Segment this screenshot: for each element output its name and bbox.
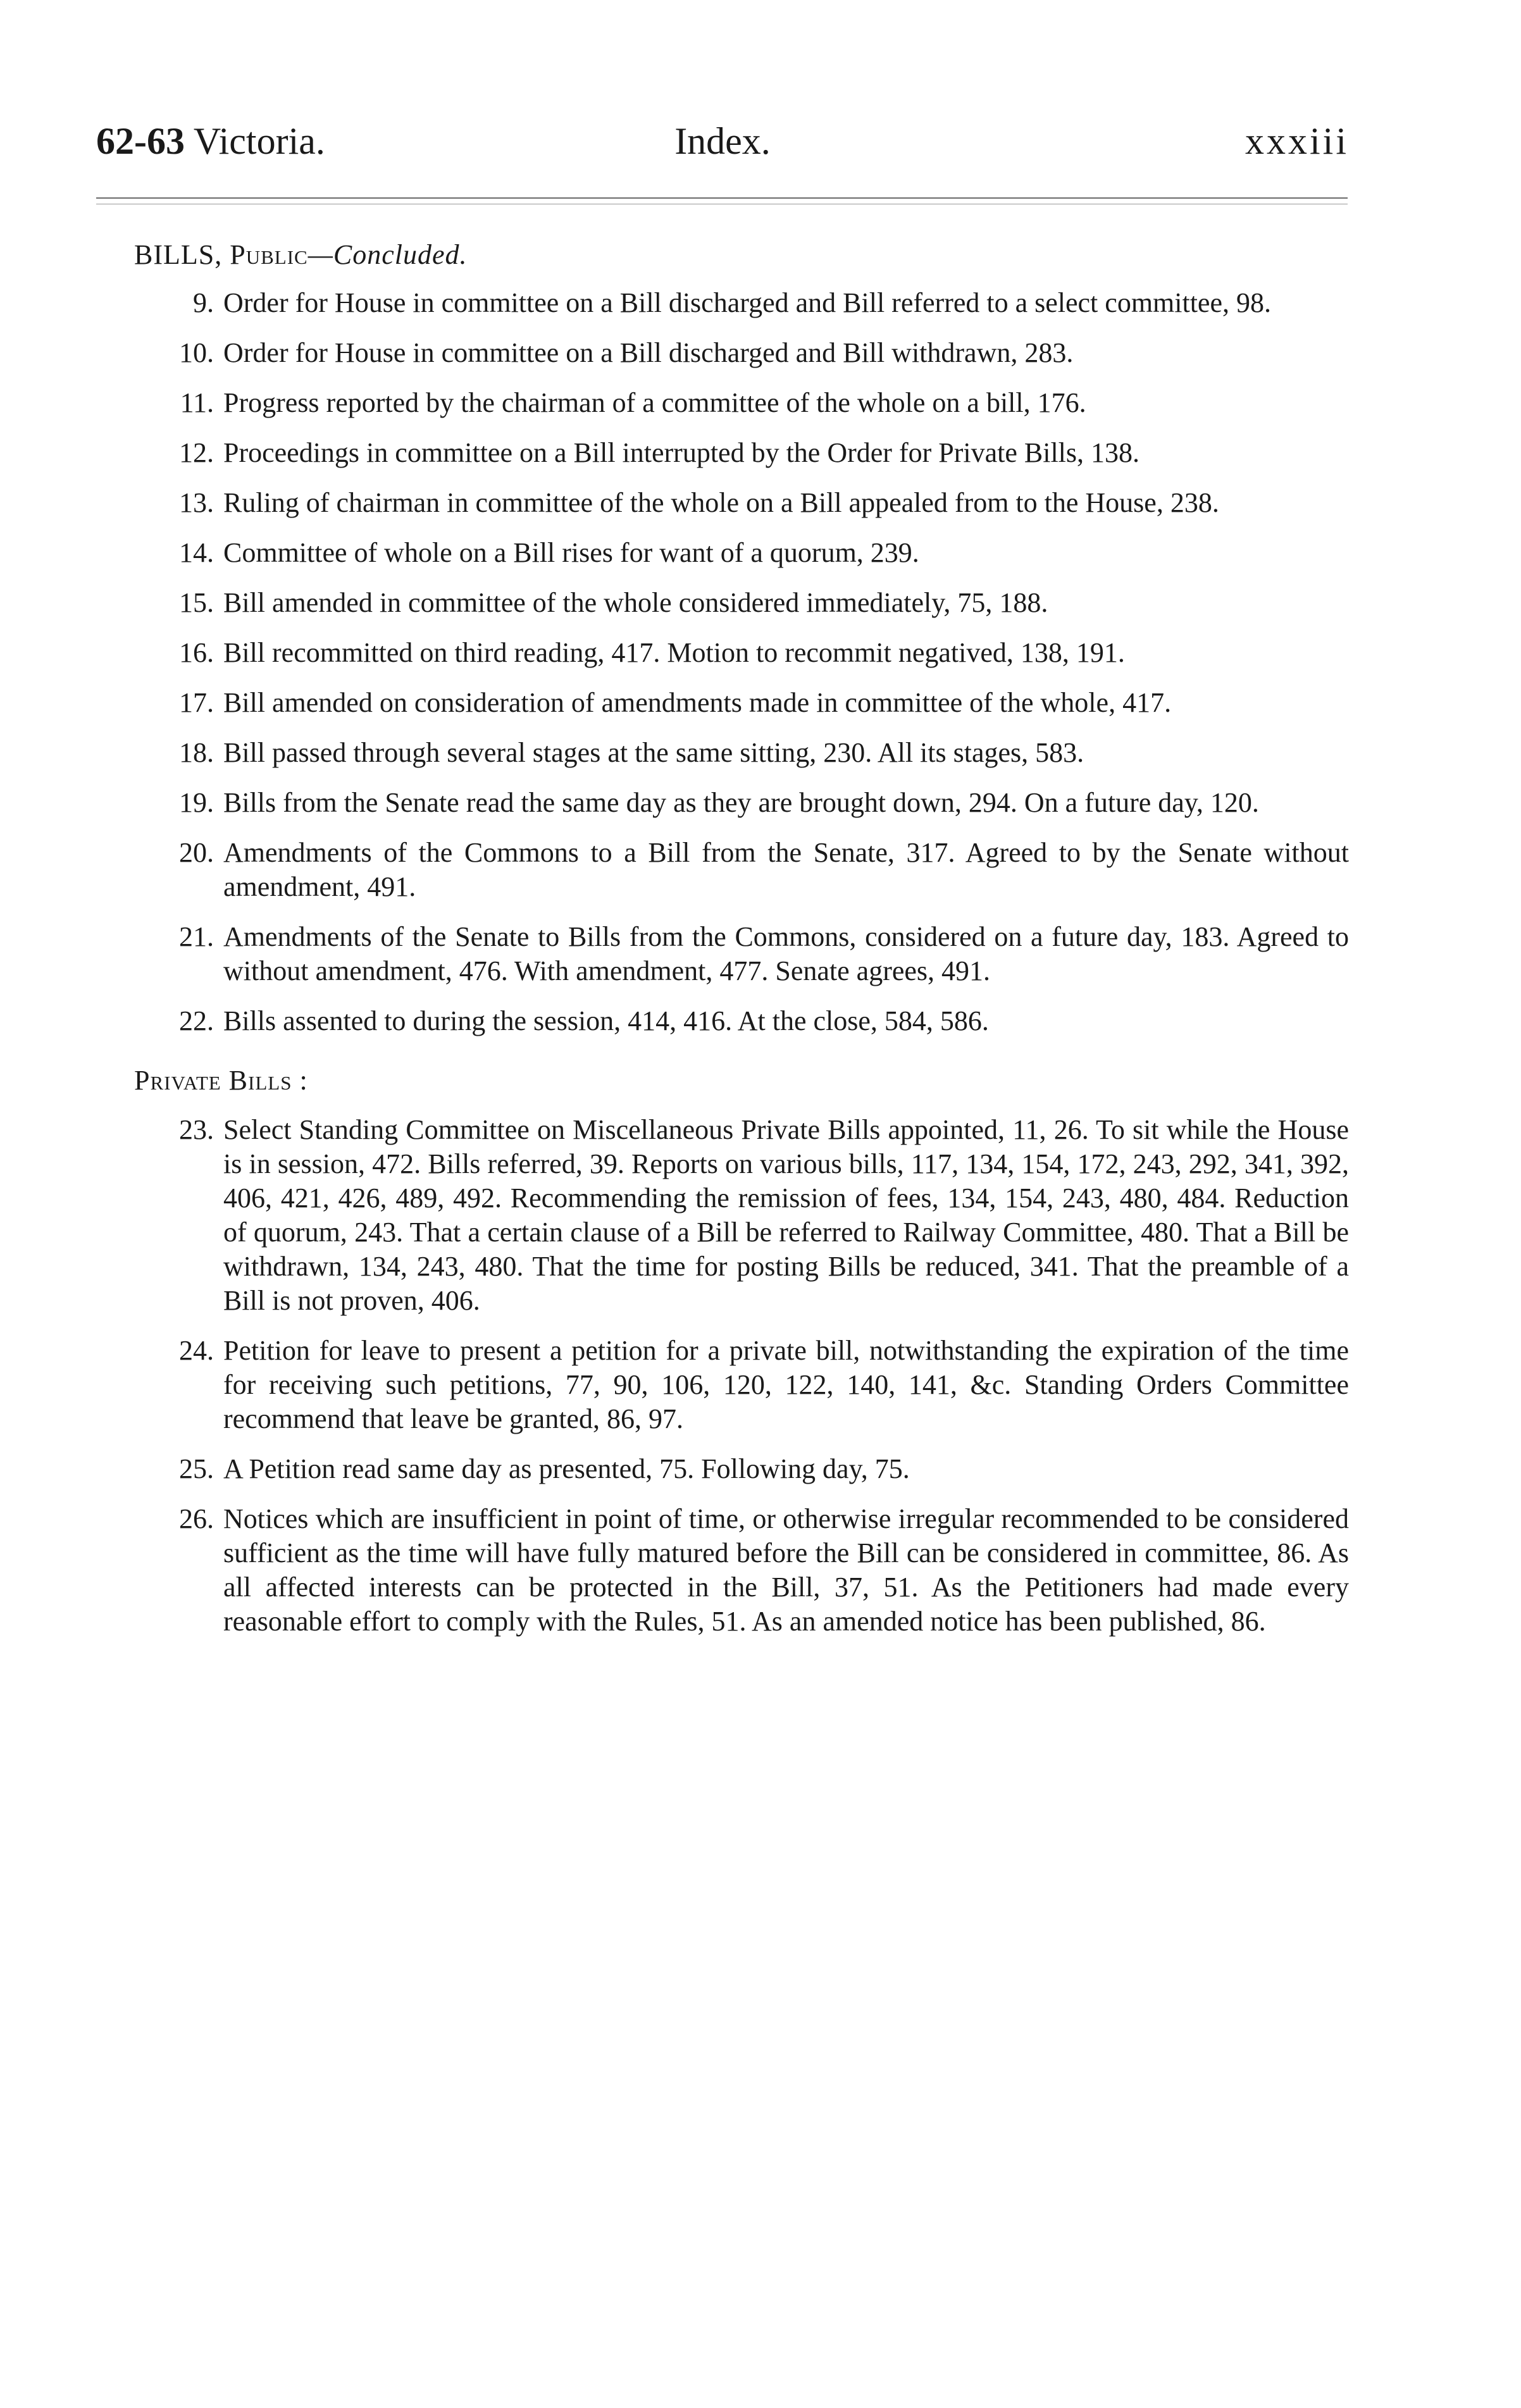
index-entry xyxy=(134,736,1349,770)
section-heading xyxy=(134,238,1349,272)
entry-text: Bills from the Senate read the same day as they are brought down, 294. On a future day, 120. xyxy=(223,787,1259,818)
index-entry xyxy=(134,436,1349,470)
entry-number: 12. xyxy=(179,437,214,468)
index-entry xyxy=(134,336,1349,370)
entry-text: Order for House in committee on a Bill discharged and Bill referred to a select committee, 98. xyxy=(223,287,1271,318)
index-entry xyxy=(134,536,1349,570)
running-head xyxy=(96,113,1349,170)
header-rule xyxy=(96,197,1348,199)
entry-text: Committee of whole on a Bill rises for want of a quorum, 239. xyxy=(223,537,919,568)
entry-number: 22. xyxy=(179,1005,214,1036)
entry-number: 23. xyxy=(179,1114,214,1145)
private-bills-entries xyxy=(134,1113,1349,1639)
index-entry xyxy=(134,386,1349,420)
entry-number: 15. xyxy=(179,587,214,618)
entry-text: Order for House in committee on a Bill discharged and Bill withdrawn, 283. xyxy=(223,337,1074,368)
running-head-regnal-years: 62-63 xyxy=(96,120,185,162)
entry-text: A Petition read same day as presented, 75. Following day, 75. xyxy=(223,1453,910,1484)
entry-text: Select Standing Committee on Miscellaneous Private Bills appointed, 11, 26. To sit while the House is in session, 472. Bills referred, 39. Reports on various bills, 117, 134, 154, 172, 243, 292, 341, 392, 406, 421, 426, 489, 492. Recommending the remission of fees, 134, 154, 243, 480, 484. Reduction of quorum, 243. That a certain clause of a Bill be referred to Railway Committee, 480. That a Bill be withdrawn, 134, 243, 480. That the time for posting Bills be reduced, 341. That the preamble of a Bill is not proven, 406. xyxy=(223,1114,1349,1316)
entry-number: 26. xyxy=(179,1503,214,1534)
index-entry xyxy=(134,636,1349,670)
entry-text: Amendments of the Commons to a Bill from the Senate, 317. Agreed to by the Senate without amendment, 491. xyxy=(223,837,1349,902)
entry-number: 10. xyxy=(179,337,214,368)
entry-text: Bill recommitted on third reading, 417. Motion to recommit negatived, 138, 191. xyxy=(223,637,1125,668)
index-entry xyxy=(134,786,1349,820)
index-entry xyxy=(134,586,1349,620)
section-continuation-note: —Concluded. xyxy=(307,239,468,270)
entry-number: 18. xyxy=(179,737,214,768)
entry-number: 11. xyxy=(180,387,214,418)
entry-text: Ruling of chairman in committee of the whole on a Bill appealed from to the House, 238. xyxy=(223,487,1219,518)
index-entry xyxy=(134,686,1349,720)
section-title: BILLS, xyxy=(134,239,223,270)
index-entry xyxy=(134,1452,1349,1486)
entry-text: Petition for leave to present a petition for a private bill, notwithstanding the expiration of the time for receiving such petitions, 77, 90, 106, 120, 122, 140, 141, &c. Standing Orders Committee recommend that leave be granted, 86, 97. xyxy=(223,1335,1349,1434)
entry-number: 13. xyxy=(179,487,214,518)
section-subtitle: Public xyxy=(230,239,308,270)
entry-number: 9. xyxy=(193,287,214,318)
index-content xyxy=(134,238,1349,1654)
page-number: xxxiii xyxy=(1245,120,1349,162)
entry-number: 25. xyxy=(179,1453,214,1484)
entry-text: Progress reported by the chairman of a committee of the whole on a bill, 176. xyxy=(223,387,1086,418)
entry-text: Bills assented to during the session, 414, 416. At the close, 584, 586. xyxy=(223,1005,989,1036)
entry-number: 16. xyxy=(179,637,214,668)
entry-text: Bill amended in committee of the whole considered immediately, 75, 188. xyxy=(223,587,1048,618)
index-entry xyxy=(134,486,1349,520)
index-entry xyxy=(134,1334,1349,1436)
running-head-sovereign: Victoria. xyxy=(184,120,325,162)
entry-number: 24. xyxy=(179,1335,214,1366)
entry-text: Bill passed through several stages at the same sitting, 230. All its stages, 583. xyxy=(223,737,1084,768)
entry-number: 21. xyxy=(179,921,214,952)
running-head-title: Index. xyxy=(674,120,771,162)
index-entry xyxy=(134,1113,1349,1318)
public-bills-entries xyxy=(134,286,1349,1038)
entry-number: 14. xyxy=(179,537,214,568)
entry-number: 17. xyxy=(179,687,214,718)
index-entry xyxy=(134,836,1349,904)
entry-text: Notices which are insufficient in point of time, or otherwise irregular recommended to be considered sufficient as the time will have fully matured before the Bill can be considered in committee, 86. As all affected interests can be protected in the Bill, 37, 51. As the Petitioners had made every reasonable effort to comply with the Rules, 51. As an amended notice has been published, 86. xyxy=(223,1503,1349,1637)
subsection-heading-private-bills: Private Bills : xyxy=(134,1065,308,1096)
index-entry xyxy=(134,1004,1349,1038)
entry-text: Proceedings in committee on a Bill interrupted by the Order for Private Bills, 138. xyxy=(223,437,1140,468)
index-entry xyxy=(134,920,1349,988)
entry-number: 20. xyxy=(179,837,214,868)
entry-number: 19. xyxy=(179,787,214,818)
index-entry xyxy=(134,286,1349,320)
index-entry xyxy=(134,1502,1349,1639)
entry-text: Bill amended on consideration of amendments made in committee of the whole, 417. xyxy=(223,687,1172,718)
entry-text: Amendments of the Senate to Bills from the Commons, considered on a future day, 183. Agreed to without amendment, 476. With amendment, 477. Senate agrees, 491. xyxy=(223,921,1349,986)
